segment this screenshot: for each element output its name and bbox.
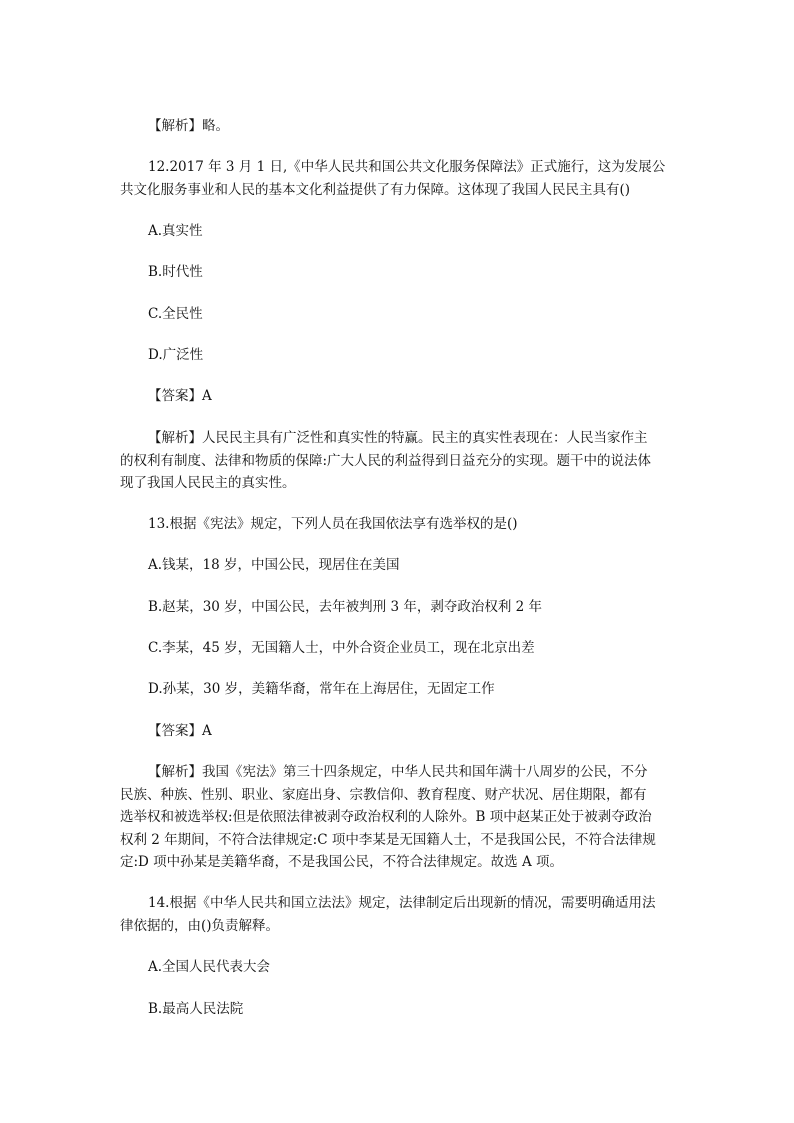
- q13-option-b: B.赵某，30 岁，中国公民，去年被判刑 3 年，剥夺政治权利 2 年: [148, 599, 543, 615]
- question-12-line-2: 共文化服务事业和人民的基本文化利益提供了有力保障。这体现了我国人民民主具有(): [120, 182, 631, 198]
- q13-analysis-line-3: 选举权和被选举权:但是依照法律被剥夺政治权利的人除外。B 项中赵某正处于被剥夺政治: [120, 809, 652, 825]
- q12-analysis-line-3: 现了我国人民民主的真实性。: [120, 475, 296, 491]
- question-13: 13.根据《宪法》规定，下列人员在我国依法享有选举权的是(): [148, 516, 518, 532]
- q14-option-a: A.全国人民代表大会: [148, 959, 271, 975]
- q12-analysis-line-2: 的权利有制度、法律和物质的保障:广大人民的利益得到日益充分的实现。题干中的说法体: [120, 453, 652, 469]
- q12-analysis-line-1: 【解析】人民民主具有广泛性和真实性的特赢。民主的真实性表现在：人民当家作主: [148, 430, 648, 446]
- q14-option-b: B.最高人民法院: [148, 1001, 244, 1017]
- q13-answer: 【答案】A: [148, 723, 212, 739]
- q13-option-d: D.孙某，30 岁，美籍华裔，常年在上海居住，无固定工作: [148, 681, 495, 697]
- question-12-line-1: 12.2017 年 3 月 1 日,《中华人民共和国公共文化服务保障法》正式施行，这为发展公: [148, 159, 666, 175]
- q13-analysis-line-1: 【解析】我国《宪法》第三十四条规定，中华人民共和国年满十八周岁的公民，不分: [148, 764, 648, 780]
- q12-answer: 【答案】A: [148, 388, 212, 404]
- q13-option-a: A.钱某，18 岁，中国公民，现居住在美国: [148, 557, 400, 573]
- question-14-line-1: 14.根据《中华人民共和国立法法》规定，法律制定后出现新的情况，需要明确适用法: [148, 895, 656, 911]
- q13-option-c: C.李某，45 岁，无国籍人士，中外合资企业员工，现在北京出差: [148, 640, 535, 656]
- q12-option-b: B.时代性: [148, 264, 203, 280]
- q13-analysis-line-4: 权利 2 年期间，不符合法律规定:C 项中李某是无国籍人士，不是我国公民，不符合法律规: [120, 832, 656, 848]
- q12-option-a: A.真实性: [148, 223, 203, 239]
- q12-option-c: C.全民性: [148, 306, 203, 322]
- analysis-q11: 【解析】略。: [148, 118, 229, 134]
- question-14-line-2: 律依据的，由()负责解释。: [120, 918, 280, 934]
- q12-option-d: D.广泛性: [148, 347, 204, 363]
- q13-analysis-line-2: 民族、种族、性别、职业、家庭出身、宗教信仰、教育程度、财产状况、居住期限，都有: [120, 787, 647, 803]
- q13-analysis-line-5: 定:D 项中孙某是美籍华裔，不是我国公民，不符合法律规定。故选 A 项。: [120, 854, 563, 870]
